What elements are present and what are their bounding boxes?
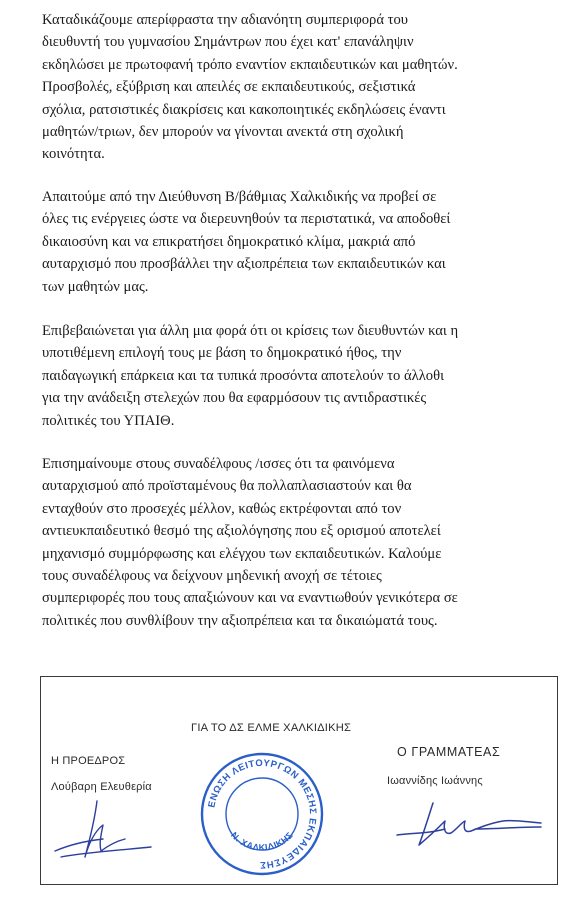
paragraph-demands bbox=[42, 186, 562, 298]
president-name: Λούβαρη Ελευθερία bbox=[51, 781, 152, 793]
paragraph-confirmation bbox=[42, 320, 562, 432]
paragraph-condemnation bbox=[42, 9, 562, 166]
text-line: Επισημαίνουμε στους συναδέλφους /ισσες ότι τα φαινόμενα bbox=[42, 456, 395, 472]
text-line: σχόλια, ρατσιστικές διακρίσεις και κακοποιητικές εκδηλώσεις έναντι bbox=[42, 101, 446, 118]
text-line: υποτιθέμενη επιλογή τους με βάση το δημοκρατικό ήθος, την bbox=[42, 345, 402, 362]
text-line: όλες τις ενέργειες ώστε να διερευνηθούν τα περιστατικά, να αποδοθεί bbox=[42, 211, 451, 228]
signature-stroke bbox=[397, 803, 541, 845]
signature-block bbox=[40, 676, 558, 885]
stamp-bottom-text bbox=[229, 830, 295, 853]
text-line: Προσβολές, εξύβριση και απειλές σε εκπαιδευτικούς, σεξιστικά bbox=[42, 79, 416, 96]
stamp-bottom-textpath: Ν. ΧΑΛΚΙΔΙΚΗΣ bbox=[229, 829, 295, 853]
text-line: ενταχθούν στο προσεχές μέλλον, καθώς εκτρέφονται από τον bbox=[42, 500, 402, 517]
president-signature bbox=[51, 795, 161, 865]
secretary-title: Ο ΓΡΑΜΜΑΤΕΑΣ bbox=[397, 745, 501, 759]
text-line: μαθητών/τριων, δεν μπορούν να γίνονται ανεκτά στη σχολική bbox=[42, 124, 404, 141]
text-line: πολιτικές του ΥΠΑΙΘ. bbox=[42, 412, 175, 429]
paragraph-warning bbox=[42, 453, 562, 632]
president-title: Η ΠΡΟΕΔΡΟΣ bbox=[51, 755, 126, 767]
text-line: συμπεριφορές που τους απαξιώνουν και να εναντιωθούν γενικότερα σε bbox=[42, 590, 458, 607]
text-line: διευθυντή του γυμνασίου Σημάντρων που έχει κατ' επανάληψιν bbox=[42, 34, 414, 51]
text-line: αυταρχισμού από προϊσταμένους θα πολλαπλασιαστούν και θα bbox=[42, 478, 412, 495]
text-line: αυταρχισμό που προσβάλλει την αξιοπρέπεια των εκπαιδευτικών και bbox=[42, 256, 446, 273]
text-line: παιδαγωγική επάρκεια και τα τυπικά προσόντα αποτελούν το άλλοθι bbox=[42, 367, 445, 384]
text-line: μηχανισμό συμμόρφωσης και ελέγχου των εκπαιδευτικών. Καλούμε bbox=[42, 545, 442, 562]
signature-stroke bbox=[55, 801, 151, 857]
text-line: αντιευκπαιδευτικό θεσμό της αξιολόγησης που εξ ορισμού αποτελεί bbox=[42, 523, 441, 540]
text-line: κοινότητα. bbox=[42, 146, 105, 163]
secretary-name: Ιωαννίδης Ιωάννης bbox=[387, 775, 483, 787]
signature-heading: ΓΙΑ ΤΟ ΔΣ ΕΛΜΕ ΧΑΛΚΙΔΙΚΗΣ bbox=[191, 722, 352, 734]
text-line: εκδηλώσει με πρωτοφανή τρόπο εναντίον εκπαιδευτικών και μαθητών. bbox=[42, 56, 458, 73]
text-line: για την ανάδειξη στελεχών που θα εφαρμόσουν τις αντιδραστικές bbox=[42, 390, 427, 407]
union-stamp bbox=[199, 751, 325, 877]
text-line: Απαιτούμε από την Διεύθυνση Β/βάθμιας Χαλκιδικής να προβεί σε bbox=[42, 189, 437, 205]
text-line: τους συναδέλφους να δείχνουν μηδενική ανοχή σε τέτοιες bbox=[42, 568, 382, 585]
secretary-signature bbox=[395, 799, 545, 851]
text-line: Καταδικάζουμε απερίφραστα την αδιανόητη συμπεριφορά του bbox=[42, 12, 408, 28]
text-line: των μαθητών μας. bbox=[42, 278, 149, 295]
text-line: πολιτικές που συνθλίβουν την αξιοπρέπεια και τα δικαιώματά τους. bbox=[42, 612, 438, 629]
stamp-outer-ring bbox=[202, 754, 322, 874]
text-line: δικαιοσύνη και να επικρατήσει δημοκρατικό κλίμα, μακριά από bbox=[42, 233, 416, 250]
stamp-ring-text bbox=[206, 758, 318, 870]
stamp-ring-textpath: ΕΝΩΣΗ ΛΕΙΤΟΥΡΓΩΝ ΜΕΣΗΣ ΕΚΠΑΙΔΕΥΣΗΣ bbox=[206, 757, 319, 871]
text-line: Επιβεβαιώνεται για άλλη μια φορά ότι οι κρίσεις των διευθυντών και η bbox=[42, 323, 459, 339]
